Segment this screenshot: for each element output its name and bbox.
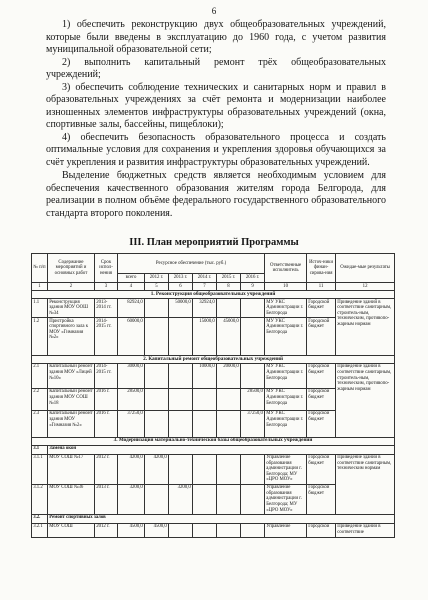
cell-content: Капитальный ремонт здания МОУ СОШ №18 <box>48 388 95 410</box>
cell-2015 <box>217 410 241 437</box>
header-2012: 2012 г. <box>145 274 169 283</box>
header-source: Источ-ники финан-сирова-ния <box>307 254 336 283</box>
column-number: 1 <box>32 283 48 291</box>
column-number: 9 <box>241 283 265 291</box>
cell-results: Приведение зданий в соответствие санитарным, строитель-ным, техническим, противопо-жарным нормам <box>336 298 395 355</box>
cell-responsible: Управление образования администрации г. Белгорода; МУ «ЦРО МОУ» <box>265 484 307 514</box>
cell-source: Городской бюджет <box>307 410 336 437</box>
cell-source: Городской бюджет <box>307 298 336 317</box>
cell-2016 <box>241 363 265 388</box>
cell-num: 2.3 <box>32 410 48 437</box>
cell-content: Пристройка спортивного зала к МОУ «Гимназия №2» <box>48 317 95 355</box>
cell-term: 2016 г. <box>95 410 118 437</box>
cell-2014 <box>193 523 217 537</box>
cell-2016 <box>241 298 265 317</box>
header-results: Ожидае-мые результаты <box>336 254 395 283</box>
cell-2014: 10000,0 <box>193 363 217 388</box>
subsection-title: Ремонт спортивных залов <box>48 514 395 523</box>
cell-term: 2016 г. <box>95 388 118 410</box>
cell-2014 <box>193 484 217 514</box>
table-row <box>32 454 395 484</box>
cell-2012 <box>145 484 169 514</box>
cell-2013: 50000,0 <box>169 298 193 317</box>
cell-total: 4500,0 <box>118 523 145 537</box>
header-2014: 2014 г. <box>193 274 217 283</box>
cell-2013 <box>169 363 193 388</box>
cell-content: МОУ СОШ №17 <box>48 454 95 484</box>
cell-2016: 37250,0 <box>241 410 265 437</box>
cell-2012 <box>145 410 169 437</box>
cell-num: 3.2.1 <box>32 523 48 537</box>
cell-responsible: Управление образования администрации г. Белгорода; МУ «ЦРО МОУ» <box>265 454 307 484</box>
cell-2015: 20000,0 <box>217 363 241 388</box>
cell-2012 <box>145 317 169 355</box>
table-row <box>32 363 395 388</box>
page-number: 6 <box>211 6 217 16</box>
cell-2015 <box>217 454 241 484</box>
column-number: 2 <box>48 283 95 291</box>
cell-content: Капитальный ремонт здания МОУ «Лицей №10» <box>48 363 95 388</box>
cell-content: Капитальный ремонт здания МОУ «Гимназия №2» <box>48 410 95 437</box>
program-plan-table <box>31 253 395 538</box>
cell-responsible: Управление <box>265 523 307 537</box>
cell-content: Реконструкция здания МОУ ООШ №34 <box>48 298 95 317</box>
cell-2013: 3200,0 <box>169 484 193 514</box>
cell-2012: 4500,0 <box>145 523 169 537</box>
cell-total: 3200,0 <box>118 484 145 514</box>
header-resources: Ресурсное обеспечение (тыс. руб.) <box>118 254 265 274</box>
subsection-row <box>32 514 395 523</box>
paragraph: 2) выполнить капитальный ремонт трёх общеобразовательных учреждений; <box>46 56 386 80</box>
subsection-row <box>32 445 395 454</box>
cell-responsible: МУ УКС Администрации г. Белгорода <box>265 388 307 410</box>
column-number: 7 <box>193 283 217 291</box>
cell-total: 60000,0 <box>118 317 145 355</box>
table-row <box>32 523 395 537</box>
cell-2015 <box>217 298 241 317</box>
paragraph: 1) обеспечить реконструкцию двух общеобразовательных учреждений, которые были введены в эксплуатацию до 1960 года, с учетом развития муниципальной образовательной сети; <box>46 19 386 55</box>
cell-2016 <box>241 523 265 537</box>
cell-2013 <box>169 317 193 355</box>
cell-2015 <box>217 388 241 410</box>
cell-2016: 28500,0 <box>241 388 265 410</box>
cell-total: 30000,0 <box>118 363 145 388</box>
cell-num: 2.2 <box>32 388 48 410</box>
column-number: 10 <box>265 283 307 291</box>
cell-2014 <box>193 410 217 437</box>
cell-content: МОУ СОШ №36 <box>48 484 95 514</box>
cell-results: Приведение зданий в соответствие санитарным, строитель-ным, техническим, противопо-жарным нормам <box>336 363 395 437</box>
table-header-row <box>32 254 395 274</box>
cell-source: Городской бюджет <box>307 484 336 514</box>
column-number: 3 <box>95 283 118 291</box>
header-total: всего <box>118 274 145 283</box>
cell-term: 2014-2015 гг. <box>95 363 118 388</box>
column-number: 11 <box>307 283 336 291</box>
paragraph: 4) обеспечить безопасность образовательного процесса и создать оптимальные условия для сохранения и укрепления здоровья обучающихся за счёт укрепления и развития инфраструктуры образовательных учреждений. <box>46 131 386 168</box>
cell-source: Городской <box>307 523 336 537</box>
column-number: 6 <box>169 283 193 291</box>
cell-2014 <box>193 388 217 410</box>
column-number: 5 <box>145 283 169 291</box>
cell-2014: 15000,0 <box>193 317 217 355</box>
subsection-title: Замена окон <box>48 445 395 454</box>
column-number: 4 <box>118 283 145 291</box>
cell-term: 2012 г. <box>95 523 118 537</box>
section-row <box>32 437 395 445</box>
cell-2013 <box>169 523 193 537</box>
cell-2016 <box>241 484 265 514</box>
cell-num: 1.2 <box>32 317 48 355</box>
cell-2013 <box>169 454 193 484</box>
paragraph: 3) обеспечить соблюдение технических и санитарных норм и правил в образовательных учреждениях за счёт ремонта и модернизации наиболее изношенных элементов инфраструктуры образовательных учреждений (окна, спортивные залы, бассейны, пищеблоки); <box>46 81 386 130</box>
cell-2014 <box>193 454 217 484</box>
cell-content: МОУ СОШ <box>48 523 95 537</box>
cell-num: 3.2. <box>32 514 48 523</box>
cell-source: Городской бюджет <box>307 388 336 410</box>
cell-2015 <box>217 484 241 514</box>
cell-source: Городской бюджет <box>307 363 336 388</box>
cell-term: 2014-2015 гг. <box>95 317 118 355</box>
section-title: 1. Реконструкция общеобразовательных учреждений <box>32 291 395 299</box>
header-2013: 2013 г. <box>169 274 193 283</box>
column-number: 12 <box>336 283 395 291</box>
section-title: 3. Модернизация материально-технической базы общеобразовательных учреждений <box>32 437 395 445</box>
cell-2016 <box>241 454 265 484</box>
paragraph: Выделение бюджетных средств является необходимым условием для обеспечения качественного образования жителям города Белгорода, для реализации в полном объёме федерального государственного образовательного стандарта второго поколения. <box>46 170 386 219</box>
header-2016: 2016 г. <box>241 274 265 283</box>
cell-2014: 32924,0 <box>193 298 217 317</box>
cell-responsible: МУ УКС Администрации г. Белгорода <box>265 363 307 388</box>
header-2015: 2015 г. <box>217 274 241 283</box>
column-number-row <box>32 283 395 291</box>
cell-2012 <box>145 388 169 410</box>
cell-results: Приведение зданий в соответствие <box>336 523 395 537</box>
cell-num: 3.1.2 <box>32 484 48 514</box>
body-text <box>46 19 386 220</box>
cell-responsible: МУ УКС Администрации г. Белгорода <box>265 317 307 355</box>
cell-2013 <box>169 410 193 437</box>
cell-num: 1.1 <box>32 298 48 317</box>
cell-responsible: МУ УКС Администрации г. Белгорода <box>265 410 307 437</box>
cell-2012 <box>145 363 169 388</box>
header-responsible: Ответственные исполнитель <box>265 254 307 283</box>
cell-total: 28500,0 <box>118 388 145 410</box>
cell-total: 37250,0 <box>118 410 145 437</box>
cell-total: 82924,0 <box>118 298 145 317</box>
cell-2012 <box>145 298 169 317</box>
section-title: 2. Капитальный ремонт общеобразовательных учреждений <box>32 355 395 363</box>
cell-2015 <box>217 523 241 537</box>
cell-num: 3.1 <box>32 445 48 454</box>
cell-num: 3.1.1 <box>32 454 48 484</box>
header-term: Срок испол-нения <box>95 254 118 283</box>
cell-2016 <box>241 317 265 355</box>
cell-num: 2.1 <box>32 363 48 388</box>
cell-term: 2012 г. <box>95 454 118 484</box>
cell-2012: 4200,0 <box>145 454 169 484</box>
table-row <box>32 298 395 317</box>
cell-total: 4200,0 <box>118 454 145 484</box>
column-number: 8 <box>217 283 241 291</box>
cell-2015: 45000,0 <box>217 317 241 355</box>
cell-term: 2013-2014 гг. <box>95 298 118 317</box>
cell-term: 2013 г. <box>95 484 118 514</box>
section-row <box>32 355 395 363</box>
header-num: № п/п <box>32 254 48 283</box>
section-heading: III. План мероприятий Программы <box>129 237 299 248</box>
header-content: Содержание мероприятий и основных работ <box>48 254 95 283</box>
cell-results: Приведение зданий в соответствие санитарным, техническим нормам <box>336 454 395 514</box>
cell-source: Городской бюджет <box>307 317 336 355</box>
cell-2013 <box>169 388 193 410</box>
cell-responsible: МУ УКС Администрации г. Белгорода <box>265 298 307 317</box>
cell-source: Городской бюджет <box>307 454 336 484</box>
section-row <box>32 291 395 299</box>
